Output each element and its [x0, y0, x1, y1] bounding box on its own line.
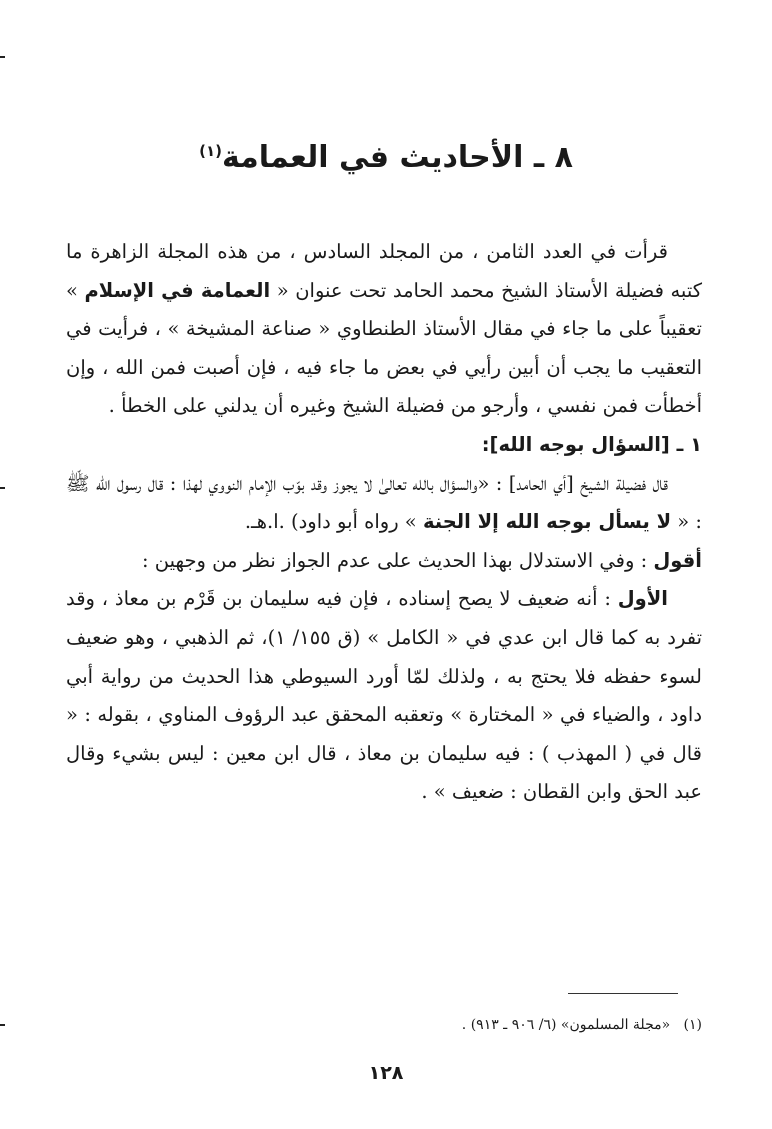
- first-point-label: الأول: [617, 587, 668, 611]
- intro-paragraph: [66, 233, 702, 426]
- footnote-text: «مجلة المسلمون» (٦/ ٩٠٦ ـ ٩١٣) .: [461, 1017, 671, 1033]
- margin-mark: [0, 487, 5, 489]
- chapter-number: ٨: [554, 140, 573, 175]
- margin-mark: [0, 1024, 5, 1026]
- article-body: [66, 233, 702, 812]
- intro-bold-title: العمامة في الإسلام: [84, 278, 271, 302]
- chapter-title: [0, 140, 772, 175]
- quote-text: قال فضيلة الشيخ [أي الحامد] : «والسؤال بالله تعالىٰ لا يجوز وقد بوّب الإمام النووي لهذا : قال رسول الله ﷺ : «: [66, 471, 702, 534]
- quote-paragraph: [66, 465, 702, 542]
- footnote-marker: (١): [683, 1017, 702, 1033]
- page-number: ١٢٨: [368, 1062, 404, 1084]
- first-point-text: : أنه ضعيف لا يصح إسناده ، فإن فيه سليمان بن قَرْم بن معاذ ، وقد تفرد به كما قال ابن عدي في « الكامل » (ق ١٥٥/ ١)، ثم الذهبي ، وهو ضعيف لسوء حفظه فلا يحتج به ، ولذلك لمّا أورد السيوطي هذا الحديث من رواية أبي داود ، والضياء في « المختارة » وتعقبه المحقق عبد الرؤوف المناوي ، بقوله : « قال في ( المهذب ) : فيه سليمان بن معاذ ، قال ابن معين : ليس بشيء وقال عبد الحق وابن القطان : ضعيف » .: [66, 587, 702, 804]
- section-heading: [66, 426, 702, 465]
- section-heading-text: ١ ـ [السؤال بوجه الله]:: [481, 432, 702, 456]
- margin-mark: [0, 56, 5, 58]
- footnote: [66, 1017, 702, 1033]
- intro-text-continued: » تعقيباً على ما جاء في مقال الأستاذ الطنطاوي « صناعة المشيخة » ، فرأيت في التعقيب ما يجب أن أبين رأيي في بعض ما جاء فيه ، فإن أصبت فمن الله ، وإن أخطأت فمن نفسي ، وأرجو من فضيلة الشيخ وغيره أن يدلني على الخطأ .: [66, 278, 702, 418]
- chapter-title-text: الأحاديث في العمامة: [221, 140, 524, 175]
- reply-text: : وفي الاستدلال بهذا الحديث على عدم الجواز نظر من وجهين :: [141, 548, 648, 572]
- footnote-divider: [568, 993, 678, 994]
- title-footnote-ref: (١): [199, 142, 222, 160]
- title-separator: ـ: [533, 140, 545, 175]
- first-point-paragraph: [66, 580, 702, 812]
- reply-paragraph: [66, 542, 702, 581]
- intro-text: قرأت في العدد الثامن ، من المجلد السادس ، من هذه المجلة الزاهرة ما كتبه فضيلة الأستاذ الشيخ محمد الحامد تحت عنوان «: [66, 240, 702, 302]
- hadith-text: لا يسأل بوجه الله إلا الجنة: [422, 510, 672, 534]
- reply-label: أقول: [653, 548, 702, 572]
- quote-end-text: » رواه أبو داود) .ا.هـ.: [244, 510, 417, 534]
